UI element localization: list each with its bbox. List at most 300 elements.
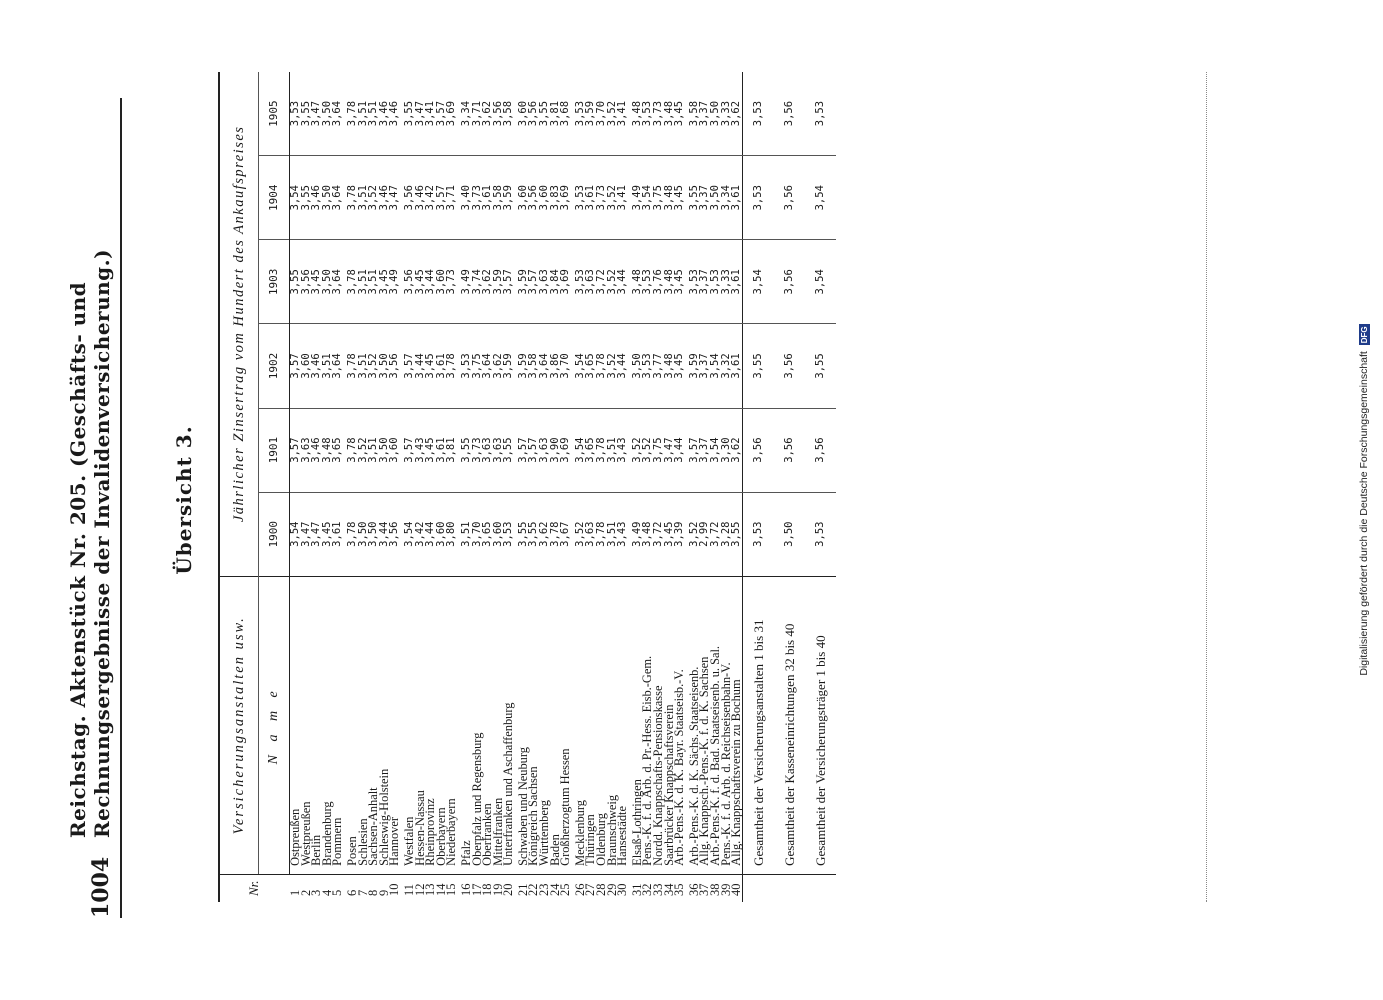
value-cell: 3,69 <box>560 156 571 240</box>
value-cell: 3,64 <box>332 240 343 324</box>
value-cell: 3,60 <box>514 156 529 240</box>
row-name: Thüringen <box>585 576 596 874</box>
table-row <box>332 72 343 902</box>
value-cell: 3,37 <box>699 156 710 240</box>
value-cell: 3,57 <box>528 408 539 492</box>
totals-name: Gesamtheit der Versicherungsträger 1 bis 40 <box>805 576 836 874</box>
value-cell: 3,61 <box>436 324 447 408</box>
value-cell: 3,57 <box>290 324 301 408</box>
row-number: 36 <box>685 874 700 902</box>
row-name: Oberfranken <box>482 576 493 874</box>
dfg-logo: DFG <box>1359 326 1369 344</box>
value-cell: 3,86 <box>550 324 561 408</box>
value-cell: 3,55 <box>731 492 742 576</box>
value-cell: 3,62 <box>493 324 504 408</box>
row-name: Württemberg <box>539 576 550 874</box>
column-header-year: 1900 <box>259 492 290 576</box>
value-cell: 3,74 <box>472 240 483 324</box>
value-cell: 3,55 <box>503 408 514 492</box>
value-cell: 3,52 <box>571 492 586 576</box>
value-cell: 3,73 <box>472 156 483 240</box>
value-cell: 3,62 <box>482 240 493 324</box>
row-number: 18 <box>482 874 493 902</box>
row-name: Saarbrücker Knappschaftsverein <box>664 576 675 874</box>
value-cell: 3,64 <box>539 324 550 408</box>
row-name: Sachsen-Anhalt <box>368 576 379 874</box>
totals-value-cell: 3,56 <box>774 408 805 492</box>
value-cell: 3,41 <box>616 100 629 127</box>
column-header-year: 1903 <box>259 240 290 324</box>
value-cell: 3,55 <box>457 408 472 492</box>
table-row <box>389 72 400 902</box>
row-name: Hansestädte <box>617 576 628 874</box>
totals-value-cell: 3,56 <box>782 100 795 127</box>
row-name: Pfalz <box>457 576 472 874</box>
row-name: Ostpreußen <box>290 576 301 874</box>
value-cell: 3,47 <box>310 100 323 127</box>
value-cell: 3,42 <box>415 492 426 576</box>
value-cell: 3,44 <box>379 492 390 576</box>
row-number: 38 <box>710 874 721 902</box>
value-cell: 3,50 <box>322 156 333 240</box>
value-cell: 3,48 <box>664 156 675 240</box>
totals-row <box>742 72 774 902</box>
value-cell: 3,45 <box>415 240 426 324</box>
value-cell: 3,57 <box>436 156 447 240</box>
value-cell: 3,61 <box>482 156 493 240</box>
page-number: 1004 <box>88 856 114 918</box>
value-cell: 3,54 <box>571 324 586 408</box>
row-number: 27 <box>585 874 596 902</box>
totals-value-cell: 3,56 <box>774 324 805 408</box>
value-cell: 3,49 <box>389 240 400 324</box>
value-cell: 3,46 <box>311 408 322 492</box>
value-cell: 3,52 <box>685 492 700 576</box>
row-name: Mittelfranken <box>493 576 504 874</box>
value-cell: 3,50 <box>320 100 333 127</box>
value-cell: 3,56 <box>301 240 312 324</box>
value-cell: 3,45 <box>322 492 333 576</box>
value-cell: 3,58 <box>687 100 700 127</box>
value-cell: 3,44 <box>617 240 628 324</box>
digitization-note-text: Digitalisierung gefördert durch die Deutsche Forschungsgemeinschaft <box>1358 351 1370 676</box>
value-cell: 3,62 <box>730 100 743 127</box>
value-cell: 3,48 <box>664 240 675 324</box>
value-cell: 3,51 <box>358 240 369 324</box>
value-cell: 3,59 <box>503 324 514 408</box>
totals-value-cell: 3,53 <box>805 492 836 576</box>
row-name: Pommern <box>332 576 343 874</box>
row-number: 17 <box>472 874 483 902</box>
value-cell: 3,50 <box>379 324 390 408</box>
row-number: 31 <box>628 874 643 902</box>
value-cell: 3,64 <box>332 156 343 240</box>
value-cell: 3,48 <box>662 100 675 127</box>
value-cell: 3,47 <box>389 156 400 240</box>
value-cell: 3,60 <box>516 100 529 127</box>
row-number: 9 <box>379 874 390 902</box>
value-cell: 3,78 <box>345 100 358 127</box>
row-number: 39 <box>721 874 732 902</box>
row-name: Oberpfalz und Regensburg <box>472 576 483 874</box>
value-cell: 3,43 <box>415 408 426 492</box>
value-cell: 3,52 <box>358 408 369 492</box>
row-name: Westpreußen <box>301 576 312 874</box>
totals-value-cell: 3,56 <box>774 240 805 324</box>
row-name: Hannover <box>389 576 400 874</box>
value-cell: 3,67 <box>560 492 571 576</box>
value-cell: 3,57 <box>503 240 514 324</box>
totals-value-cell: 3,56 <box>774 156 805 240</box>
value-cell: 3,52 <box>607 156 618 240</box>
totals-value-cell: 3,54 <box>805 156 836 240</box>
value-cell: 3,70 <box>472 492 483 576</box>
row-number: 32 <box>642 874 653 902</box>
interest-yield-table <box>218 72 836 902</box>
row-name: Oldenburg <box>596 576 607 874</box>
value-cell: 3,53 <box>571 156 586 240</box>
value-cell: 3,51 <box>607 408 618 492</box>
value-cell: 3,52 <box>628 408 643 492</box>
value-cell: 3,56 <box>400 156 415 240</box>
totals-value-cell: 3,53 <box>742 156 774 240</box>
value-cell: 3,57 <box>400 324 415 408</box>
value-cell: 3,37 <box>698 100 711 127</box>
value-cell: 3,63 <box>585 492 596 576</box>
totals-name: Gesamtheit der Versicherungsanstalten 1 bis 31 <box>742 576 774 874</box>
row-name: Schlesien <box>358 576 369 874</box>
totals-row <box>805 72 836 902</box>
row-number: 3 <box>311 874 322 902</box>
totals-row <box>774 72 805 902</box>
row-name: Arb.-Pens.-K. d. K. Bayr. Staatseisb.-V. <box>674 576 685 874</box>
value-cell: 3,64 <box>482 324 493 408</box>
row-name: Braunschweig <box>607 576 618 874</box>
value-cell: 2,99 <box>699 492 710 576</box>
value-cell: 3,55 <box>685 156 700 240</box>
row-name: Mecklenburg <box>571 576 586 874</box>
value-cell: 3,28 <box>721 492 732 576</box>
value-cell: 3,59 <box>493 240 504 324</box>
value-cell: 3,56 <box>527 100 540 127</box>
value-cell: 3,50 <box>628 324 643 408</box>
value-cell: 3,45 <box>674 240 685 324</box>
value-cell: 3,69 <box>560 408 571 492</box>
row-name: Westfalen <box>400 576 415 874</box>
table-row <box>400 72 415 902</box>
table-row <box>343 72 358 902</box>
value-cell: 3,60 <box>539 156 550 240</box>
value-cell: 3,61 <box>731 240 742 324</box>
value-cell: 3,44 <box>617 324 628 408</box>
value-cell: 3,62 <box>731 408 742 492</box>
column-header-year: 1901 <box>259 408 290 492</box>
table-body <box>287 72 836 902</box>
row-number: 40 <box>731 874 742 902</box>
row-number: 21 <box>514 874 529 902</box>
value-cell: 3,78 <box>343 324 358 408</box>
value-cell: 3,55 <box>528 492 539 576</box>
value-cell: 3,78 <box>596 408 607 492</box>
value-cell: 3,64 <box>331 100 344 127</box>
totals-value-cell: 3,53 <box>742 492 774 576</box>
value-cell: 3,40 <box>457 156 472 240</box>
value-cell: 3,53 <box>685 240 700 324</box>
row-number: 15 <box>446 874 457 902</box>
value-cell: 3,54 <box>571 408 586 492</box>
value-cell: 3,44 <box>425 240 436 324</box>
value-cell: 3,42 <box>425 156 436 240</box>
value-cell: 3,52 <box>605 100 618 127</box>
totals-number-cell <box>742 874 774 902</box>
value-cell: 3,45 <box>674 156 685 240</box>
value-cell: 3,54 <box>400 492 415 576</box>
column-header-name: N a m e <box>259 576 290 874</box>
table-row <box>731 72 742 902</box>
value-cell: 3,57 <box>528 240 539 324</box>
value-cell: 3,53 <box>503 492 514 576</box>
value-cell: 3,52 <box>642 408 653 492</box>
value-cell: 3,50 <box>368 492 379 576</box>
value-cell: 3,45 <box>311 240 322 324</box>
value-cell: 3,73 <box>472 408 483 492</box>
row-number: 34 <box>664 874 675 902</box>
value-cell: 3,48 <box>628 240 643 324</box>
value-cell: 3,59 <box>503 156 514 240</box>
row-number: 25 <box>560 874 571 902</box>
value-cell: 3,72 <box>653 492 664 576</box>
value-cell: 3,37 <box>699 324 710 408</box>
footer-rule <box>1206 72 1207 902</box>
value-cell: 3,63 <box>539 408 550 492</box>
row-number: 11 <box>400 874 415 902</box>
value-cell: 3,51 <box>368 240 379 324</box>
value-cell: 3,52 <box>607 324 618 408</box>
value-cell: 3,47 <box>301 492 312 576</box>
data-table-container <box>218 72 836 902</box>
value-cell: 3,61 <box>436 408 447 492</box>
value-cell: 3,34 <box>459 100 472 127</box>
totals-name: Gesamtheit der Kasseneinrichtungen 32 bis 40 <box>774 576 805 874</box>
value-cell: 3,57 <box>290 408 301 492</box>
value-cell: 3,65 <box>332 408 343 492</box>
row-number: 24 <box>550 874 561 902</box>
value-cell: 3,46 <box>379 156 390 240</box>
value-cell: 3,56 <box>389 324 400 408</box>
value-cell: 3,37 <box>699 408 710 492</box>
value-cell: 3,69 <box>445 100 458 127</box>
table-row <box>446 72 457 902</box>
value-cell: 3,46 <box>388 100 401 127</box>
value-cell: 3,50 <box>379 408 390 492</box>
value-cell: 3,45 <box>425 324 436 408</box>
value-cell: 3,55 <box>514 492 529 576</box>
value-cell: 3,32 <box>721 324 732 408</box>
value-cell: 3,63 <box>493 408 504 492</box>
value-cell: 3,48 <box>642 492 653 576</box>
value-cell: 3,51 <box>358 156 369 240</box>
value-cell: 3,51 <box>322 324 333 408</box>
value-cell: 3,65 <box>482 492 493 576</box>
value-cell: 3,78 <box>343 492 358 576</box>
value-cell: 3,63 <box>585 240 596 324</box>
value-cell: 3,56 <box>528 156 539 240</box>
row-number: 29 <box>607 874 618 902</box>
value-cell: 3,78 <box>550 492 561 576</box>
value-cell: 3,30 <box>721 408 732 492</box>
value-cell: 3,44 <box>674 408 685 492</box>
value-cell: 3,61 <box>731 156 742 240</box>
digitization-note <box>1358 0 1370 1000</box>
value-cell: 3,57 <box>685 408 700 492</box>
value-cell: 3,76 <box>653 240 664 324</box>
value-cell: 3,70 <box>560 324 571 408</box>
value-cell: 3,71 <box>446 156 457 240</box>
page-header <box>66 98 122 918</box>
value-cell: 3,51 <box>358 324 369 408</box>
value-cell: 3,75 <box>653 156 664 240</box>
table-row <box>290 72 301 902</box>
value-cell: 3,73 <box>446 240 457 324</box>
value-cell: 3,70 <box>595 100 608 127</box>
value-cell: 3,41 <box>424 100 437 127</box>
column-header-year: 1904 <box>259 156 290 240</box>
value-cell: 3,47 <box>413 100 426 127</box>
value-cell: 3,53 <box>573 100 586 127</box>
value-cell: 3,45 <box>673 100 686 127</box>
value-cell: 3,58 <box>528 324 539 408</box>
row-name: Oberbayern <box>436 576 447 874</box>
value-cell: 3,43 <box>617 408 628 492</box>
value-cell: 3,37 <box>699 240 710 324</box>
totals-number-cell <box>774 874 805 902</box>
value-cell: 3,46 <box>377 100 390 127</box>
row-name: Rheinprovinz <box>425 576 436 874</box>
value-cell: 3,60 <box>389 408 400 492</box>
value-cell: 3,84 <box>550 240 561 324</box>
totals-value-cell: 3,56 <box>805 408 836 492</box>
row-number: 14 <box>436 874 447 902</box>
totals-value-cell: 3,53 <box>742 72 774 156</box>
value-cell: 3,57 <box>434 100 447 127</box>
value-cell: 3,54 <box>642 156 653 240</box>
value-cell: 3,60 <box>493 492 504 576</box>
value-cell: 3,53 <box>710 240 721 324</box>
value-cell: 3,51 <box>356 100 369 127</box>
value-cell: 3,52 <box>607 240 618 324</box>
value-cell: 3,61 <box>731 324 742 408</box>
row-number: 37 <box>699 874 710 902</box>
value-cell: 3,73 <box>596 156 607 240</box>
value-cell: 3,53 <box>457 324 472 408</box>
value-cell: 3,78 <box>596 492 607 576</box>
value-cell: 3,48 <box>322 408 333 492</box>
row-name: Arb.-Pens.-K. d. K. Sächs. Staatseisenb. <box>685 576 700 874</box>
value-cell: 3,58 <box>502 100 515 127</box>
value-cell: 3,83 <box>550 156 561 240</box>
row-number: 33 <box>653 874 664 902</box>
row-name: Pens.-K. f. d. Arb. d. Pr.-Hess. Eisb.-Gem. <box>642 576 653 874</box>
row-number: 19 <box>493 874 504 902</box>
column-header-year: 1902 <box>259 324 290 408</box>
value-cell: 3,41 <box>617 156 628 240</box>
value-cell: 3,49 <box>628 156 643 240</box>
row-name: Posen <box>343 576 358 874</box>
row-number: 28 <box>596 874 607 902</box>
value-cell: 3,47 <box>664 408 675 492</box>
totals-value-cell: 3,53 <box>813 100 826 127</box>
value-cell: 3,54 <box>710 324 721 408</box>
row-name: Elsaß-Lothringen <box>628 576 643 874</box>
value-cell: 3,61 <box>585 156 596 240</box>
totals-value-cell: 3,54 <box>742 240 774 324</box>
value-cell: 3,45 <box>664 492 675 576</box>
value-cell: 3,80 <box>446 492 457 576</box>
value-cell: 3,60 <box>436 492 447 576</box>
value-cell: 3,57 <box>514 408 529 492</box>
row-number: 10 <box>389 874 400 902</box>
value-cell: 3,45 <box>674 324 685 408</box>
value-cell: 3,50 <box>708 100 721 127</box>
value-cell: 3,51 <box>368 408 379 492</box>
value-cell: 3,54 <box>290 156 301 240</box>
row-number: 4 <box>322 874 333 902</box>
value-cell: 3,54 <box>710 408 721 492</box>
row-name: Großherzogtum Hessen <box>560 576 571 874</box>
value-cell: 3,53 <box>571 240 586 324</box>
value-cell: 3,46 <box>311 324 322 408</box>
value-cell: 3,34 <box>721 156 732 240</box>
row-name: Schwaben und Neuburg <box>514 576 529 874</box>
value-cell: 3,63 <box>301 408 312 492</box>
value-cell: 3,59 <box>514 240 529 324</box>
value-cell: 3,48 <box>664 324 675 408</box>
value-cell: 3,72 <box>710 492 721 576</box>
row-number: 30 <box>617 874 628 902</box>
row-name: Nordd. Knappschafts-Pensionskasse <box>653 576 664 874</box>
value-cell: 3,44 <box>415 324 426 408</box>
value-cell: 3,50 <box>358 492 369 576</box>
value-cell: 3,62 <box>481 100 494 127</box>
value-cell: 3,51 <box>457 492 472 576</box>
value-cell: 3,72 <box>596 240 607 324</box>
value-cell: 3,56 <box>400 240 415 324</box>
value-cell: 3,50 <box>322 240 333 324</box>
totals-number-cell <box>805 874 836 902</box>
row-name: Arb.-Pens.-K. f. d. Bad. Staatseisenb. u. Sal. <box>710 576 721 874</box>
value-cell: 3,52 <box>368 156 379 240</box>
table-row <box>674 72 685 902</box>
value-cell: 3,33 <box>719 100 732 127</box>
totals-value-cell: 3,54 <box>805 240 836 324</box>
value-cell: 3,53 <box>642 324 653 408</box>
row-name: Pens.-K. f. d. Arb. d. Reichseisenbahn-V. <box>721 576 732 874</box>
value-cell: 3,45 <box>379 240 390 324</box>
row-name: Berlin <box>311 576 322 874</box>
value-cell: 3,75 <box>653 408 664 492</box>
row-name: Königreich Sachsen <box>528 576 539 874</box>
row-number: 8 <box>368 874 379 902</box>
value-cell: 3,52 <box>368 324 379 408</box>
column-group-header-values: Jährlicher Zinsertrag vom Hundert des Ankaufspreises <box>219 72 259 576</box>
value-cell: 3,39 <box>674 492 685 576</box>
value-cell: 3,60 <box>436 240 447 324</box>
totals-value-cell: 3,55 <box>805 324 836 408</box>
value-cell: 3,53 <box>642 240 653 324</box>
value-cell: 3,78 <box>343 240 358 324</box>
value-cell: 3,55 <box>290 240 301 324</box>
row-name: Hessen-Nassau <box>415 576 426 874</box>
